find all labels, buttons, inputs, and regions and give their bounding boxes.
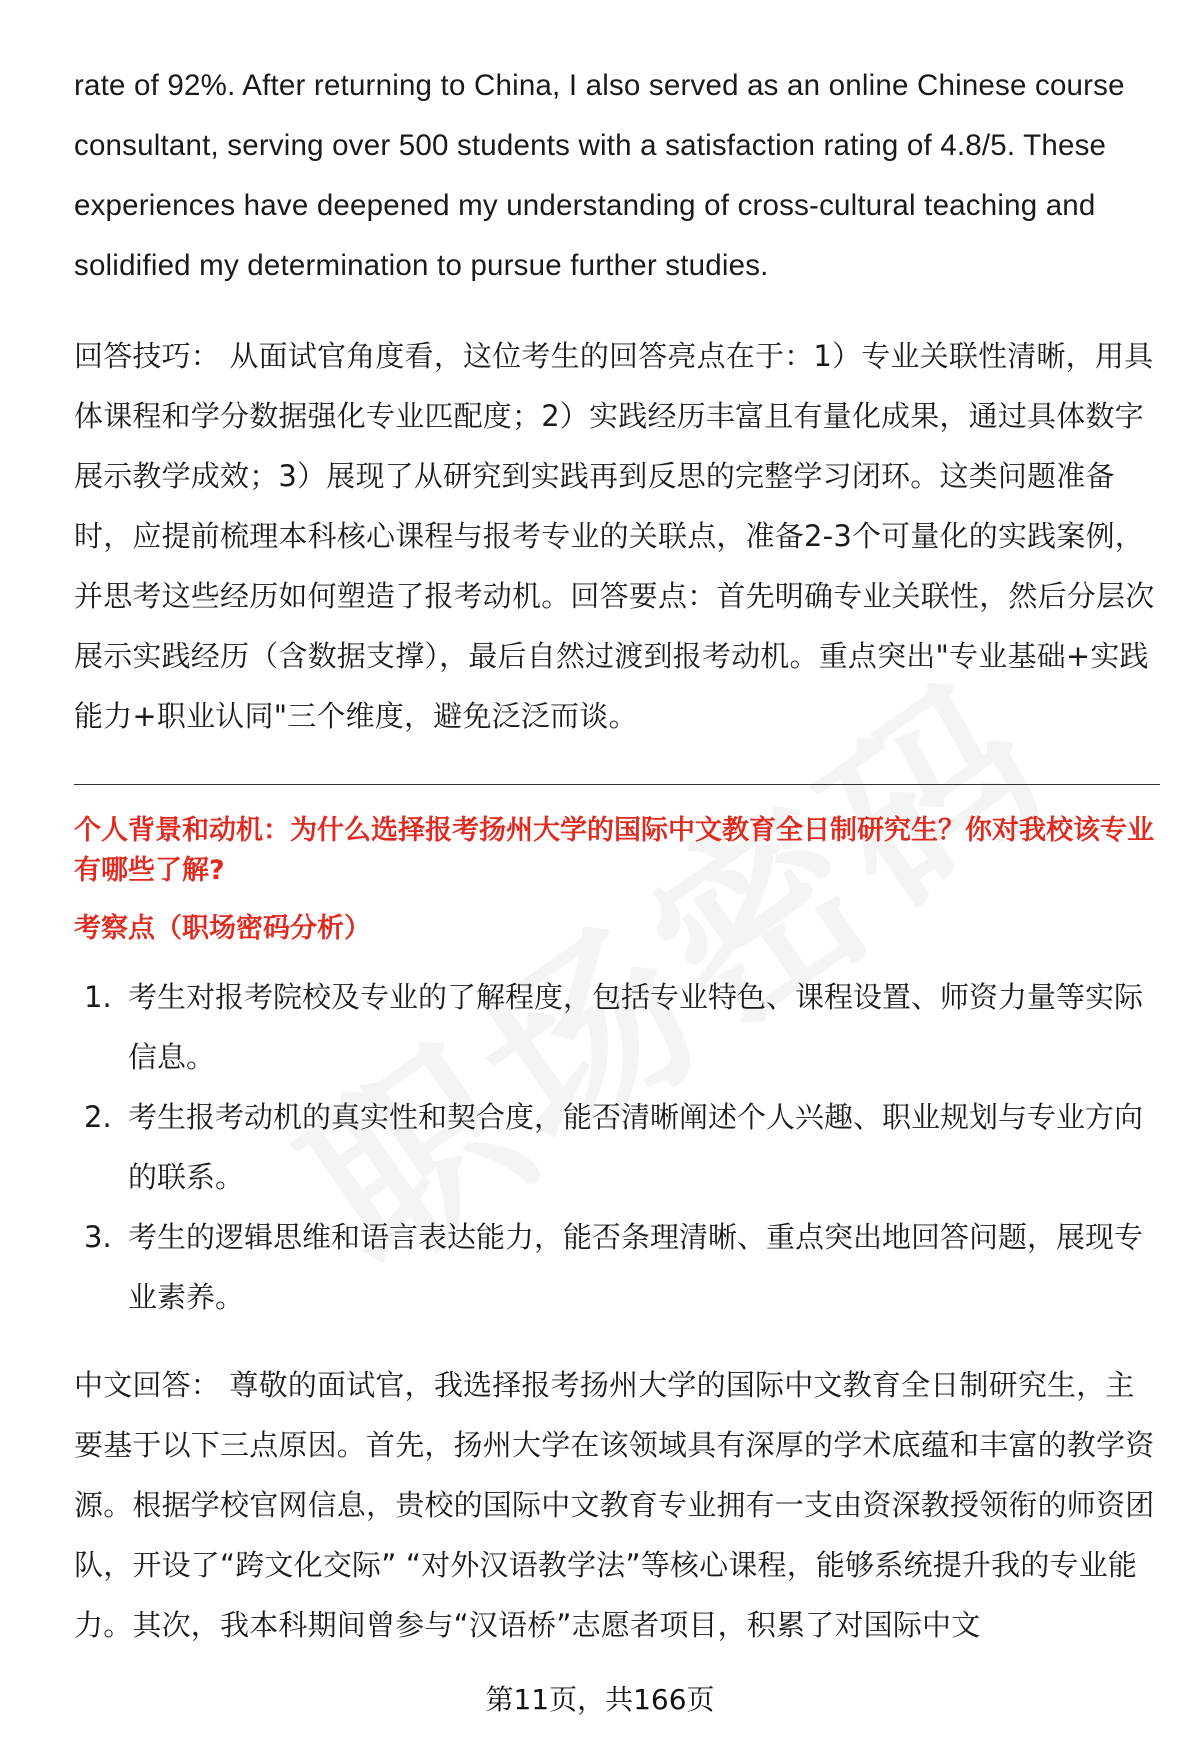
document-page (74, 56, 1160, 1655)
list-item-text: 考生对报考院校及专业的了解程度，包括专业特色、课程设置、师资力量等实际信息。 (128, 980, 1144, 1074)
list-item (74, 1087, 1160, 1207)
list-item (74, 1207, 1160, 1327)
section-divider (74, 784, 1160, 785)
intro-paragraph: rate of 92%. After returning to China, I also served as an online Chinese course consultant, serving over 500 students with a satisfaction rating of 4.8/5. These experiences have deepened my understanding of cross-cultural teaching and solidified my determination to pursue further studies. (74, 69, 1125, 282)
page-number-footer: 第11页，共166页 (485, 1683, 715, 1716)
answer-paragraph: 中文回答： 尊敬的面试官，我选择报考扬州大学的国际中文教育全日制研究生，主要基于以下三点原因。首先，扬州大学在该领域具有深厚的学术底蕴和丰富的教学资源。根据学校官网信息，贵校的国际中文教育专业拥有一支由资深教授领衔的师资团队，开设了“跨文化交际” “对外汉语教学法”等核心课程，能够系统提升我的专业能力。其次，我本科期间曾参与“汉语桥”志愿者项目，积累了对国际中文 (74, 1368, 1155, 1642)
analysis-points-list (74, 967, 1160, 1327)
list-item-number: 3. (84, 1220, 112, 1254)
list-item-text: 考生报考动机的真实性和契合度，能否清晰阐述个人兴趣、职业规划与专业方向的联系。 (128, 1100, 1144, 1194)
question-heading: 个人背景和动机：为什么选择报考扬州大学的国际中文教育全日制研究生？你对我校该专业有哪些了解? (74, 815, 1154, 886)
tips-paragraph: 回答技巧： 从面试官角度看，这位考生的回答亮点在于：1）专业关联性清晰，用具体课程和学分数据强化专业匹配度；2）实践经历丰富且有量化成果，通过具体数字展示教学成效；3）展现了从研究到实践再到反思的完整学习闭环。这类问题准备时，应提前梳理本科核心课程与报考专业的关联点，准备2-3个可量化的实践案例，并思考这些经历如何塑造了报考动机。回答要点：首先明确专业关联性，然后分层次展示实践经历（含数据支撑），最后自然过渡到报考动机。重点突出"专业基础+实践能力+职业认同"三个维度，避免泛泛而谈。 (74, 339, 1155, 733)
list-item-text: 考生的逻辑思维和语言表达能力，能否条理清晰、重点突出地回答问题，展现专业素养。 (128, 1220, 1144, 1314)
list-item-number: 2. (84, 1100, 112, 1134)
list-item (74, 967, 1160, 1087)
analysis-section-title: 考察点（职场密码分析） (74, 913, 371, 944)
list-item-number: 1. (84, 980, 112, 1014)
